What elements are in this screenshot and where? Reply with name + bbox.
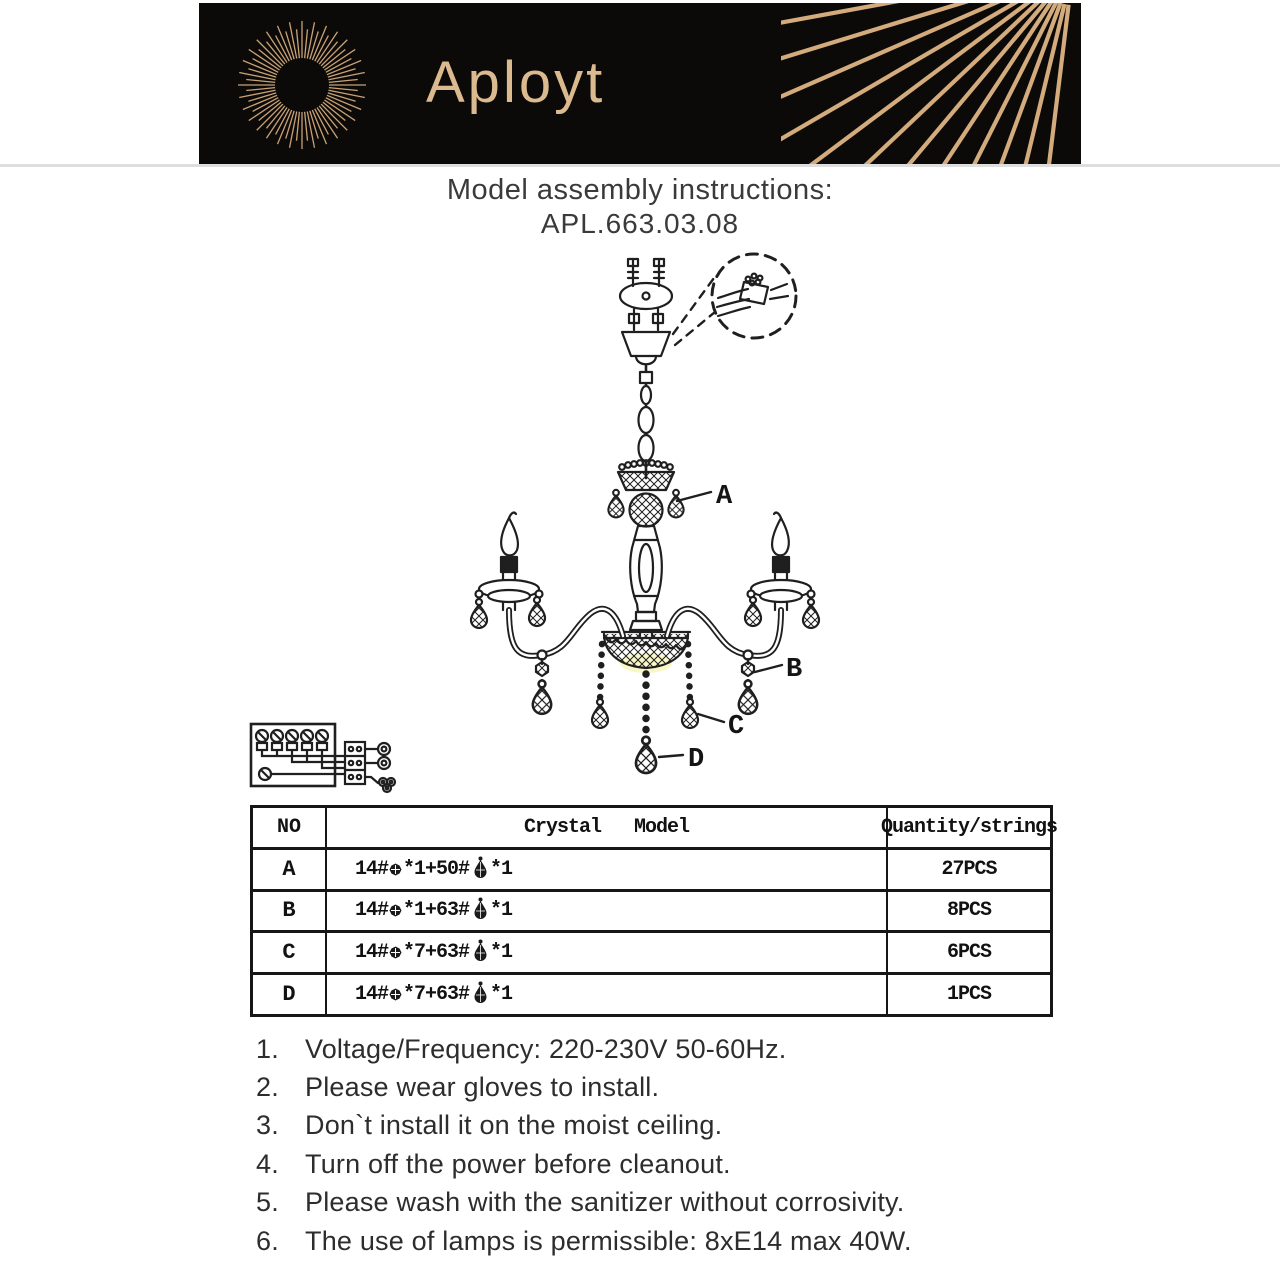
model-text: 14# <box>355 941 389 965</box>
teardrop-crystal-icon <box>473 897 488 920</box>
label-d-leader <box>659 755 683 757</box>
wire-connection-inset <box>673 254 796 345</box>
model-text: *7+63# <box>403 983 470 1007</box>
instruction-item <box>256 1145 1076 1183</box>
rays-decoration-icon <box>781 3 1081 164</box>
crystal-model-cell <box>327 892 888 931</box>
part-label-a: A <box>716 482 733 512</box>
teardrop-crystal-icon <box>473 856 488 879</box>
model-text: 14# <box>355 983 389 1007</box>
part-label-d: D <box>688 745 705 775</box>
item-number: 4. <box>256 1148 279 1179</box>
item-number: 3. <box>256 1110 279 1141</box>
quantity-cell: 8PCS <box>946 899 991 923</box>
table-row-d <box>253 972 1050 1014</box>
corner-rays <box>781 3 1081 164</box>
part-label-c: C <box>728 712 745 742</box>
item-text: The use of lamps is permissible: 8xE14 max 40W. <box>305 1225 912 1256</box>
table-row-a <box>253 847 1050 889</box>
model-text: *1 <box>490 899 513 923</box>
quantity-cell: 1PCS <box>946 983 991 1007</box>
model-text: *7+63# <box>403 941 470 965</box>
part-label-b: B <box>786 655 803 685</box>
part-no: B <box>253 892 327 931</box>
col-header-model: Crystal Model <box>327 808 888 847</box>
octagon-bead-icon <box>389 863 402 876</box>
brand-name: Aployt <box>426 50 606 115</box>
octagon-bead-icon <box>389 988 402 1001</box>
wires <box>262 750 345 774</box>
quantity-cell: 27PCS <box>941 857 997 881</box>
item-number: 1. <box>256 1033 279 1064</box>
wiring-diagram <box>247 710 413 802</box>
table-row-b <box>253 889 1050 931</box>
model-number: APL.663.03.08 <box>540 208 740 239</box>
part-no: A <box>253 850 327 889</box>
item-text: Don`t install it on the moist ceiling. <box>305 1110 723 1141</box>
item-number: 2. <box>256 1072 279 1103</box>
octagon-bead-icon <box>389 904 402 917</box>
sunburst-logo-icon <box>236 19 368 151</box>
sunburst-logo <box>236 19 368 151</box>
parts-table <box>250 805 1058 1017</box>
table-header-row <box>253 808 1058 847</box>
item-text: Please wear gloves to install. <box>305 1072 660 1103</box>
model-text: 14# <box>355 899 389 923</box>
teardrop-crystal-icon <box>473 981 488 1004</box>
item-number: 5. <box>256 1187 279 1218</box>
page-title: Model assembly instructions: <box>446 174 834 206</box>
item-text: Please wash with the sanitizer without corrosivity. <box>305 1187 905 1218</box>
quantity-cell: 6PCS <box>946 941 991 965</box>
item-text: Voltage/Frequency: 220-230V 50-60Hz. <box>305 1033 787 1064</box>
model-text: 14# <box>355 857 389 881</box>
part-no: D <box>253 975 327 1014</box>
brand-banner <box>199 3 1081 164</box>
model-text: *1 <box>490 857 513 881</box>
crystal-model-cell <box>327 975 888 1014</box>
table-row-c <box>253 930 1050 972</box>
label-c-leader <box>698 714 724 722</box>
ceiling-mount <box>620 259 672 364</box>
octagon-bead-icon <box>389 946 402 959</box>
instruction-item <box>256 1068 1076 1106</box>
model-text: *1 <box>490 941 513 965</box>
terminal-connector-block <box>345 742 365 784</box>
model-text: *1+50# <box>403 857 470 881</box>
label-b-leader <box>755 665 782 672</box>
label-a-leader <box>677 492 711 501</box>
instruction-item <box>256 1184 1076 1222</box>
instruction-item <box>256 1222 1076 1260</box>
col-header-no: NO <box>253 808 327 847</box>
model-text: *1+63# <box>403 899 470 923</box>
instruction-item <box>256 1030 1076 1068</box>
safety-instructions-list <box>256 1030 1076 1260</box>
crystal-model-cell <box>327 850 888 889</box>
crystal-bowl <box>602 632 690 673</box>
chandelier-diagram <box>430 252 860 804</box>
banner-divider <box>0 164 1280 167</box>
teardrop-crystal-icon <box>473 939 488 962</box>
item-text: Turn off the power before cleanout. <box>305 1148 731 1179</box>
part-no: C <box>253 933 327 972</box>
crystal-model-cell <box>327 933 888 972</box>
center-column <box>630 526 662 636</box>
col-header-qty: Quantity/strings <box>880 815 1058 839</box>
model-text: *1 <box>490 983 513 1007</box>
wire-lead-ends <box>365 743 395 792</box>
item-number: 6. <box>256 1225 279 1256</box>
instruction-item <box>256 1107 1076 1145</box>
